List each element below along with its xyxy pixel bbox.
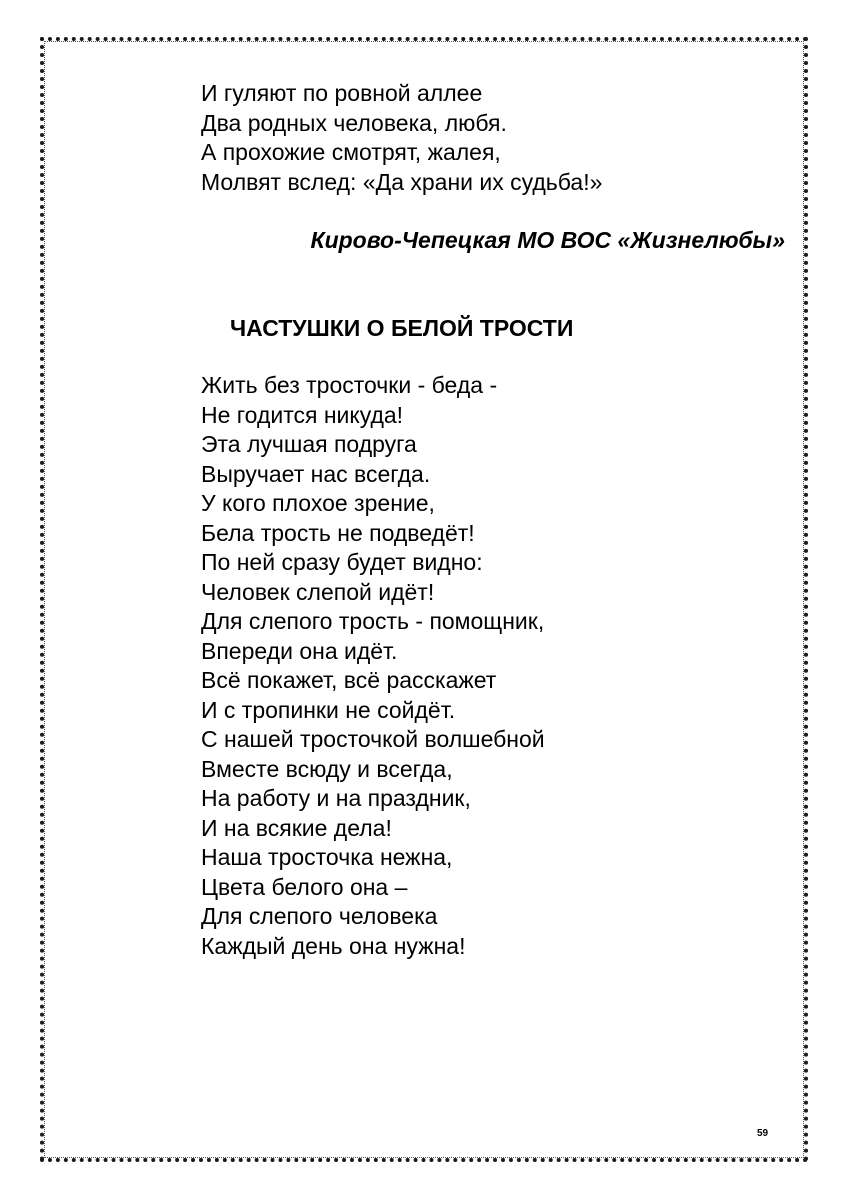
poem-line: Бела трость не подведёт! <box>201 519 475 546</box>
poem-line: А прохожие смотрят, жалея, <box>201 139 501 165</box>
poem-line: Не годится никуда! <box>201 401 404 428</box>
poem-line: И на всякие дела! <box>201 814 392 841</box>
page-number: 59 <box>757 1128 769 1139</box>
poem-line: По ней сразу будет видно: <box>201 549 483 575</box>
poem-line: Вместе всюду и всегда, <box>201 755 453 782</box>
poem-line: Молвят вслед: «Да храни их судьба!» <box>201 168 603 195</box>
poem-line: Два родных человека, любя. <box>201 109 507 136</box>
poem-line: Выручает нас всегда. <box>201 460 431 487</box>
previous-poem-ending <box>201 79 602 197</box>
poem-line: Цвета белого она – <box>201 873 408 900</box>
poem-line: И гуляют по ровной аллее <box>201 80 483 106</box>
poem-line: Каждый день она нужна! <box>201 932 466 959</box>
poem-line: И с тропинки не сойдёт. <box>201 696 456 723</box>
poem-line: Впереди она идёт. <box>201 637 398 664</box>
poem-line: На работу и на праздник, <box>201 785 471 811</box>
poem-line: Жить без тросточки - беда - <box>201 372 498 398</box>
poem-line: Для слепого трость - помощник, <box>201 608 545 634</box>
poem-line: С нашей тросточкой волшебной <box>201 726 545 752</box>
author-attribution: Кирово-Чепецкая МО ВОС «Жизнелюбы» <box>310 227 785 253</box>
poem-line: Наша тросточка нежна, <box>201 844 453 870</box>
poem-line: Всё покажет, всё расскажет <box>201 667 497 693</box>
poem-body <box>201 371 545 961</box>
poem-line: Человек слепой идёт! <box>201 578 435 605</box>
poem-line: Для слепого человека <box>201 903 438 929</box>
poem-line: Эта лучшая подруга <box>201 431 417 457</box>
poem-line: У кого плохое зрение, <box>201 490 435 516</box>
poem-title: ЧАСТУШКИ О БЕЛОЙ ТРОСТИ <box>230 315 574 341</box>
